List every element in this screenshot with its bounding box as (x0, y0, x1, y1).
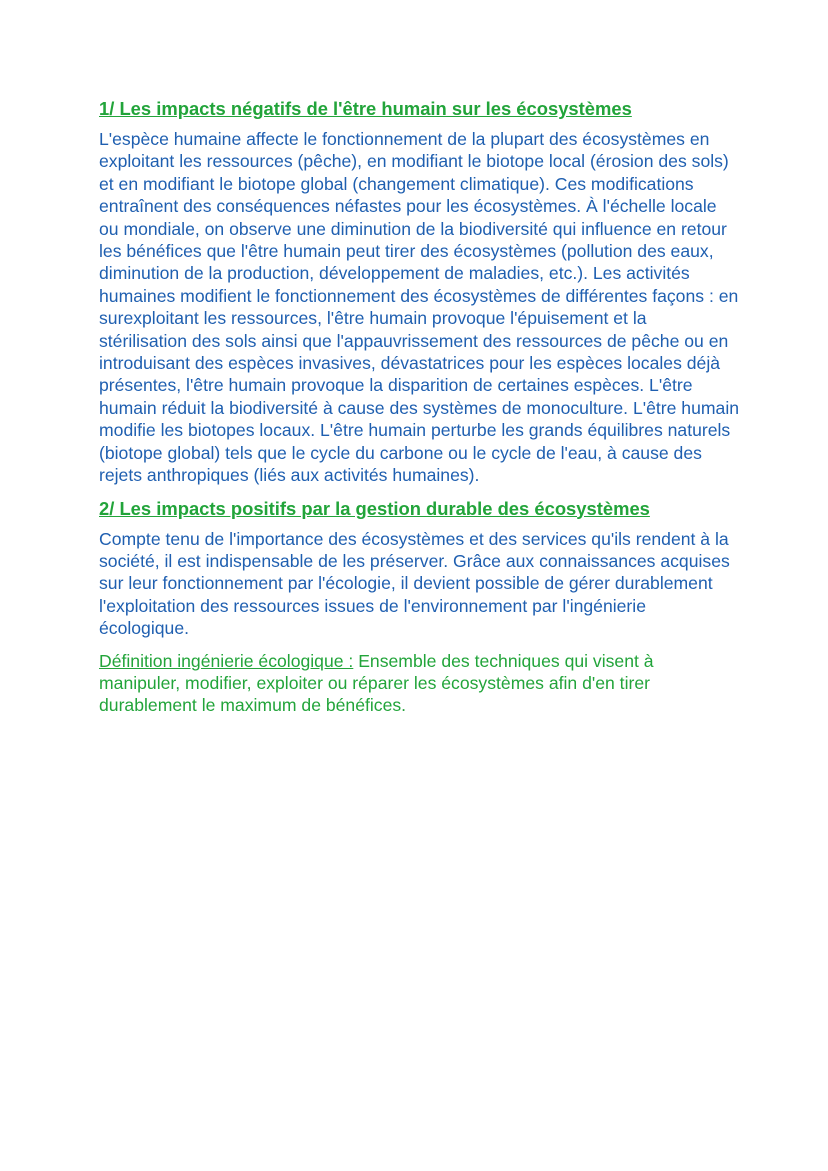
definition-text: Ensemble des techniques qui visent à manipuler, modifier, exploiter ou réparer les écosystèmes afin d'en tirer durablement le maximum de bénéfices. (99, 650, 654, 716)
section-1-paragraph: L'espèce humaine affecte le fonctionnement de la plupart des écosystèmes en exploitant les ressources (pêche), en modifiant le biotope local (érosion des sols) et en modifiant le biotope global (changement climatique). Ces modifications entraînent des conséquences néfastes pour les écosystèmes. À l'échelle locale ou mondiale, on observe une diminution de la biodiversité qui influence en retour les bénéfices que l'être humain peut tirer des écosystèmes (pollution des eaux, diminution de la production, développement de maladies, etc.). Les activités humaines modifient le fonctionnement des écosystèmes de différentes façons : en surexploitant les ressources, l'être humain provoque l'épuisement et la stérilisation des sols ainsi que l'appauvrissement des ressources de pêche ou en introduisant des espèces invasives, dévastatrices pour les espèces locales déjà présentes, l'être humain provoque la disparition de certaines espèces. L'être humain réduit la biodiversité à cause des systèmes de monoculture. L'être humain modifie les biotopes locaux. L'être humain perturbe les grands équilibres naturels (biotope global) tels que le cycle du carbone ou le cycle de l'eau, à cause des rejets anthropiques (liés aux activités humaines). (99, 129, 740, 486)
section-2-heading: 2/ Les impacts positifs par la gestion durable des écosystèmes (99, 497, 650, 519)
document-page (99, 97, 739, 717)
definition-paragraph (99, 650, 739, 717)
definition-label: Définition ingénierie écologique : (99, 650, 354, 671)
section-1-heading: 1/ Les impacts négatifs de l'être humain sur les écosystèmes (99, 98, 632, 119)
section-2-paragraph: Compte tenu de l'importance des écosystèmes et des services qu'ils rendent à la société, il est indispensable de les préserver. Grâce aux connaissances acquises sur leur fonctionnement par l'écologie, il devient possible de gérer durablement l'exploitation des ressources issues de l'environnement par l'ingénierie écologique. (99, 528, 730, 639)
